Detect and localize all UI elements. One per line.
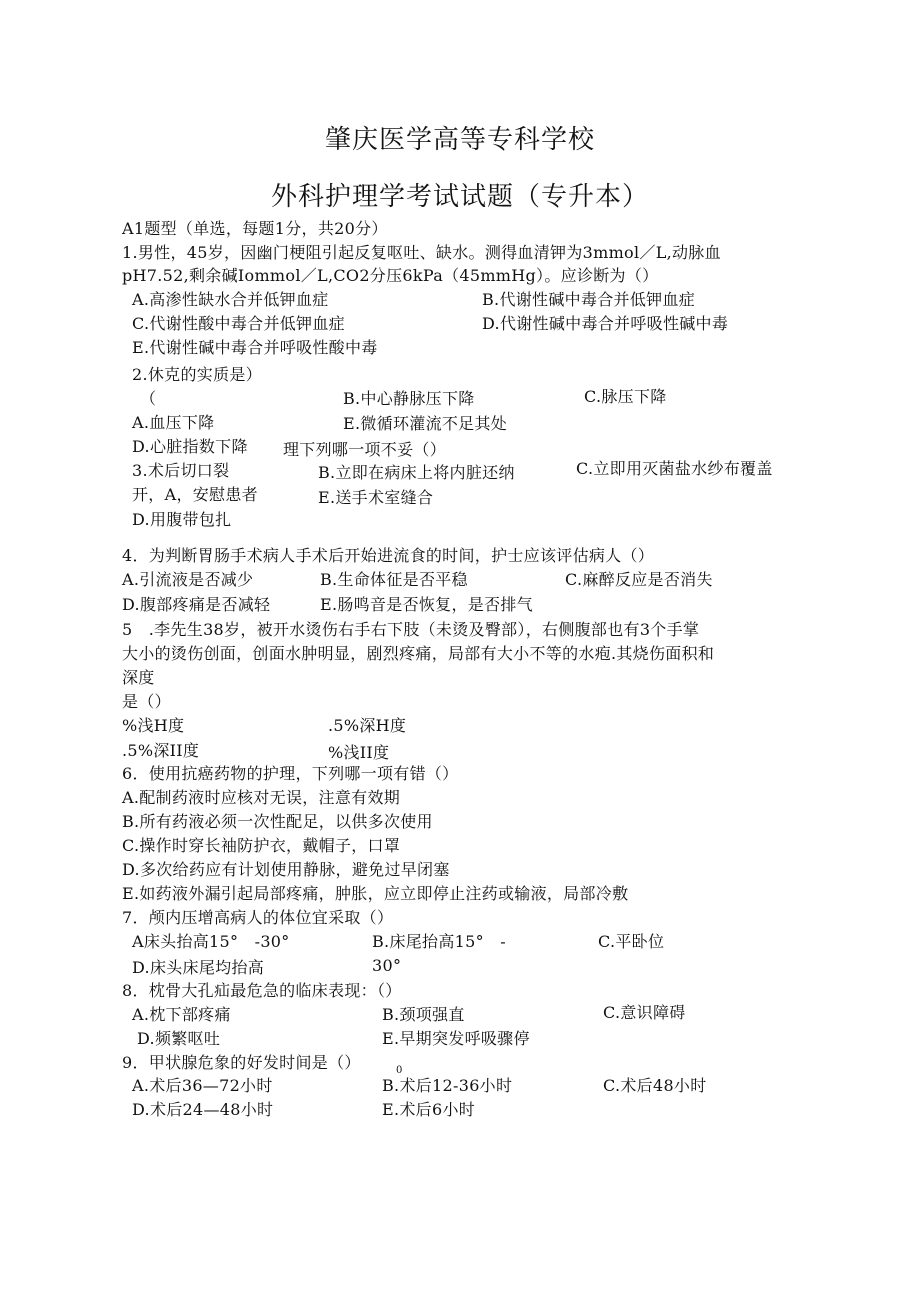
q7-option-b-continued: 30° <box>372 956 402 975</box>
q6-option-a: A.配制药液时应核对无误，注意有效期 <box>122 788 401 807</box>
q5-stem-line4: 是（） <box>122 692 171 711</box>
q9-stem: 9．甲状腺危象的好发时间是（） <box>122 1053 361 1072</box>
q8-stem: 8．枕骨大孔疝最危急的临床表现：（） <box>122 981 402 1000</box>
q4-option-a: A.引流液是否减少 <box>122 570 254 589</box>
q5-stem-line3: 深度 <box>122 668 155 687</box>
q8-option-d: D.频繁呕吐 <box>137 1029 221 1048</box>
q6-option-c: C.操作时穿长袖防护衣，戴帽子，口罩 <box>122 836 401 855</box>
q8-option-c: C.意识障碍 <box>603 1003 686 1022</box>
q8-option-b: B.颈项强直 <box>382 1005 465 1024</box>
q5-option-2: .5%深H度 <box>328 716 407 735</box>
school-name: 肇庆医学高等专科学校 <box>324 125 595 155</box>
q4-option-e: E.肠鸣音是否恢复，是否排气 <box>320 595 533 614</box>
q5-option-4: %浅II度 <box>328 743 390 762</box>
q4-option-d: D.腹部疼痛是否减轻 <box>122 595 271 614</box>
q3-stem: 3.术后切口裂 <box>132 461 230 480</box>
q9-option-d: D.术后24—48小时 <box>132 1100 274 1119</box>
q1-option-e: E.代谢性碱中毒合并呼吸性酸中毒 <box>132 338 378 357</box>
q3-option-e: E.送手术室缝合 <box>318 488 434 507</box>
exam-title: 外科护理学考试试题（专升本） <box>270 182 649 212</box>
q6-option-e: E.如药液外漏引起局部疼痛，肿胀，应立即停止注药或输液，局部冷敷 <box>122 884 629 903</box>
q2-stem: 2.休克的实质是） <box>132 365 262 384</box>
section-heading: A1题型（单选，每题1分，共20分） <box>122 219 388 238</box>
q9-option-e: E.术后6小时 <box>382 1100 476 1119</box>
q9-option-a: A.术后36—72小时 <box>132 1076 273 1095</box>
q5-option-1: %浅H度 <box>122 716 185 735</box>
q1-option-b: B.代谢性碱中毒合并低钾血症 <box>482 290 696 309</box>
q7-option-b: B.床尾抬高15° - <box>372 932 506 951</box>
q3-option-c: C.立即用灭菌盐水纱布覆盖 <box>576 459 773 478</box>
q7-option-c: C.平卧位 <box>598 932 665 951</box>
q6-option-d: D.多次给药应有计划使用静脉，避免过早闭塞 <box>122 860 450 879</box>
q2-option-c: C.脉压下降 <box>584 387 667 406</box>
q8-option-e: E.早期突发呼吸骤停 <box>382 1029 530 1048</box>
q4-option-b: B.生命体征是否平稳 <box>320 570 468 589</box>
q9-option-c: C.术后48小时 <box>603 1076 707 1095</box>
q3-option-d: D.用腹带包扎 <box>132 510 232 529</box>
q1-stem-line1: 1.男性，45岁，因幽门梗阻引起反复呕吐、缺水。测得血清钾为3mmol／L,动脉血 <box>122 243 721 262</box>
q3-option-b: B.立即在病床上将内脏还纳 <box>318 463 515 482</box>
q3-option-a: 开，A，安慰患者 <box>132 485 258 504</box>
q2-option-e: E.微循环灌流不足其处 <box>343 414 508 433</box>
q2-paren: （ <box>140 389 157 408</box>
q5-stem-line1: 5 .李先生38岁，被开水烫伤右手右下肢（未烫及臀部），右侧腹部也有3个手掌 <box>122 620 700 639</box>
q3-stem-fragment: 理下列哪一项不妥（） <box>283 440 447 459</box>
q5-option-3: .5%深II度 <box>122 741 200 760</box>
q9-option-b: B.术后12-36小时 <box>382 1076 513 1095</box>
q7-stem: 7．颅内压增高病人的体位宜采取（） <box>122 908 394 927</box>
q2-option-b: B.中心静脉压下降 <box>343 389 475 408</box>
q9-stem-subscript: 0 <box>396 1065 403 1076</box>
q1-option-d: D.代谢性碱中毒合并呼吸性碱中毒 <box>482 314 729 333</box>
q7-option-d: D.床头床尾均抬高 <box>132 958 265 977</box>
q1-stem-line2: pH7.52,剩余碱Iommol／L,CO2分压6kPa（45mmHg）。应诊断为（） <box>122 266 659 285</box>
q4-option-c: C.麻醉反应是否消失 <box>565 570 713 589</box>
q1-option-c: C.代谢性酸中毒合并低钾血症 <box>132 314 345 333</box>
q1-option-a: A.高渗性缺水合并低钾血症 <box>132 290 329 309</box>
q6-option-b: B.所有药液必须一次性配足，以供多次使用 <box>122 812 433 831</box>
q7-option-a: A床头抬高15° -30° <box>132 932 290 951</box>
q2-option-a: A.血压下降 <box>132 413 215 432</box>
q6-stem: 6．使用抗癌药物的护理，下列哪一项有错（） <box>122 764 459 783</box>
q5-stem-line2: 大小的烫伤创面，创面水肿明显，剧烈疼痛，局部有大小不等的水疱.其烧伤面积和 <box>122 644 715 663</box>
q4-stem: 4．为判断胃肠手术病人手术后开始进流食的时间，护士应该评估病人（） <box>122 546 655 565</box>
q8-option-a: A.枕下部疼痛 <box>132 1005 231 1024</box>
q2-option-d: D.心脏指数下降 <box>132 437 248 456</box>
